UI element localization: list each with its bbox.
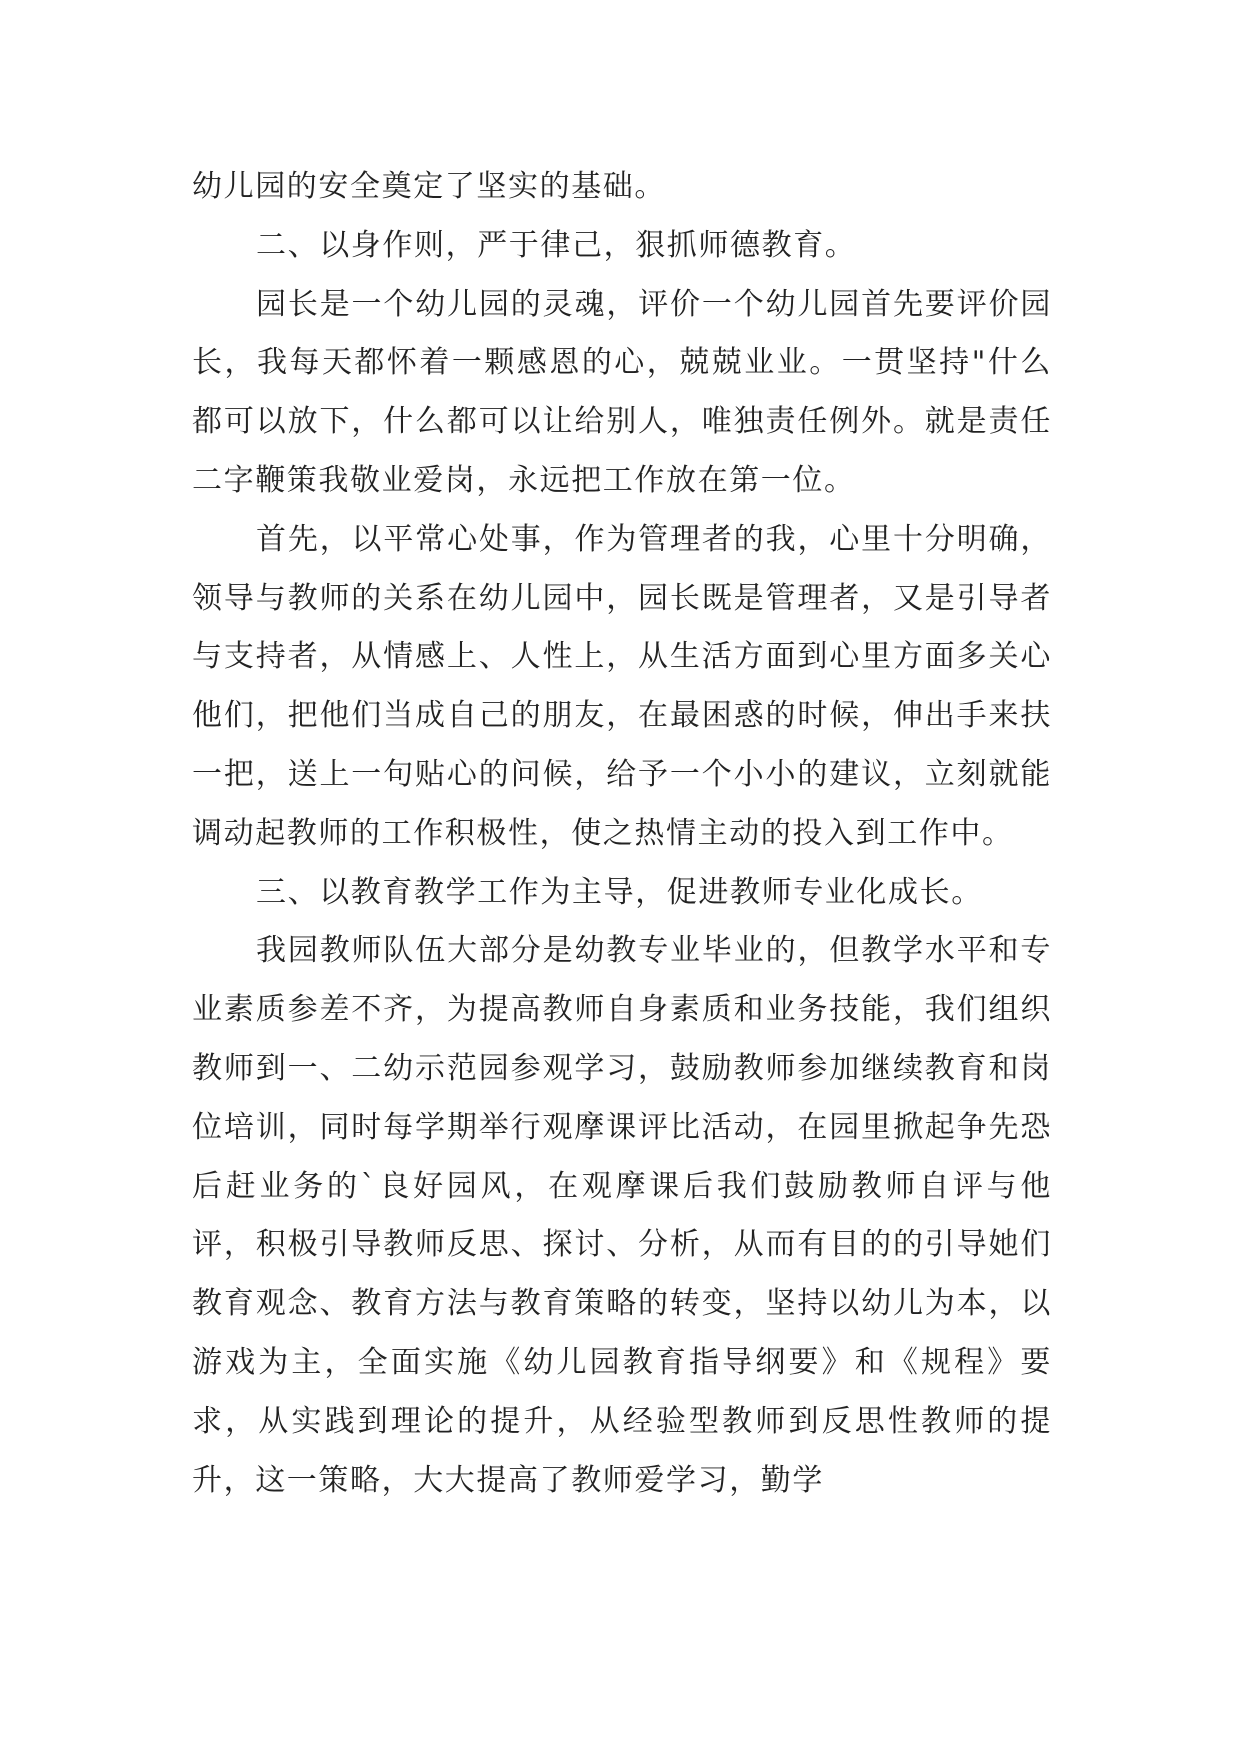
section-heading-3: 三、以教育教学工作为主导，促进教师专业化成长。	[256, 874, 983, 910]
paragraph-management: 首先，以平常心处事，作为管理者的我，心里十分明确，领导与教师的关系在幼儿园中，园长既是管理者，又是引导者与支持者，从情感上、人性上，从生活方面到心里方面多关心他们，把他们当成自己的朋友，在最困惑的时候，伸出手来扶一把，送上一句贴心的问候，给予一个小小的建议，立刻就能调动起教师的工作积极性，使之热情主动的投入到工作中。	[192, 521, 1052, 851]
paragraph-continuation: 幼儿园的安全奠定了坚实的基础。	[192, 169, 666, 204]
document-body	[192, 158, 1052, 1510]
paragraph-principal-role: 园长是一个幼儿园的灵魂，评价一个幼儿园首先要评价园长，我每天都怀着一颗感恩的心，兢兢业业。一贯坚持"什么都可以放下，什么都可以让给别人，唯独责任例外。就是责任二字鞭策我敬业爱岗，永远把工作放在第一位。	[192, 286, 1052, 498]
section-heading-2: 二、以身作则，严于律己，狠抓师德教育。	[256, 227, 857, 263]
paragraph-teacher-development: 我园教师队伍大部分是幼教专业毕业的，但教学水平和专业素质参差不齐，为提高教师自身素质和业务技能，我们组织教师到一、二幼示范园参观学习，鼓励教师参加继续教育和岗位培训，同时每学期举行观摩课评比活动，在园里掀起争先恐后赶业务的`良好园风，在观摩课后我们鼓励教师自评与他评，积极引导教师反思、探讨、分析，从而有目的的引导她们教育观念、教育方法与教育策略的转变，坚持以幼儿为本，以游戏为主，全面实施《幼儿园教育指导纲要》和《规程》要求，从实践到理论的提升，从经验型教师到反思性教师的提升，这一策略，大大提高了教师爱学习，勤学	[192, 933, 1052, 1498]
